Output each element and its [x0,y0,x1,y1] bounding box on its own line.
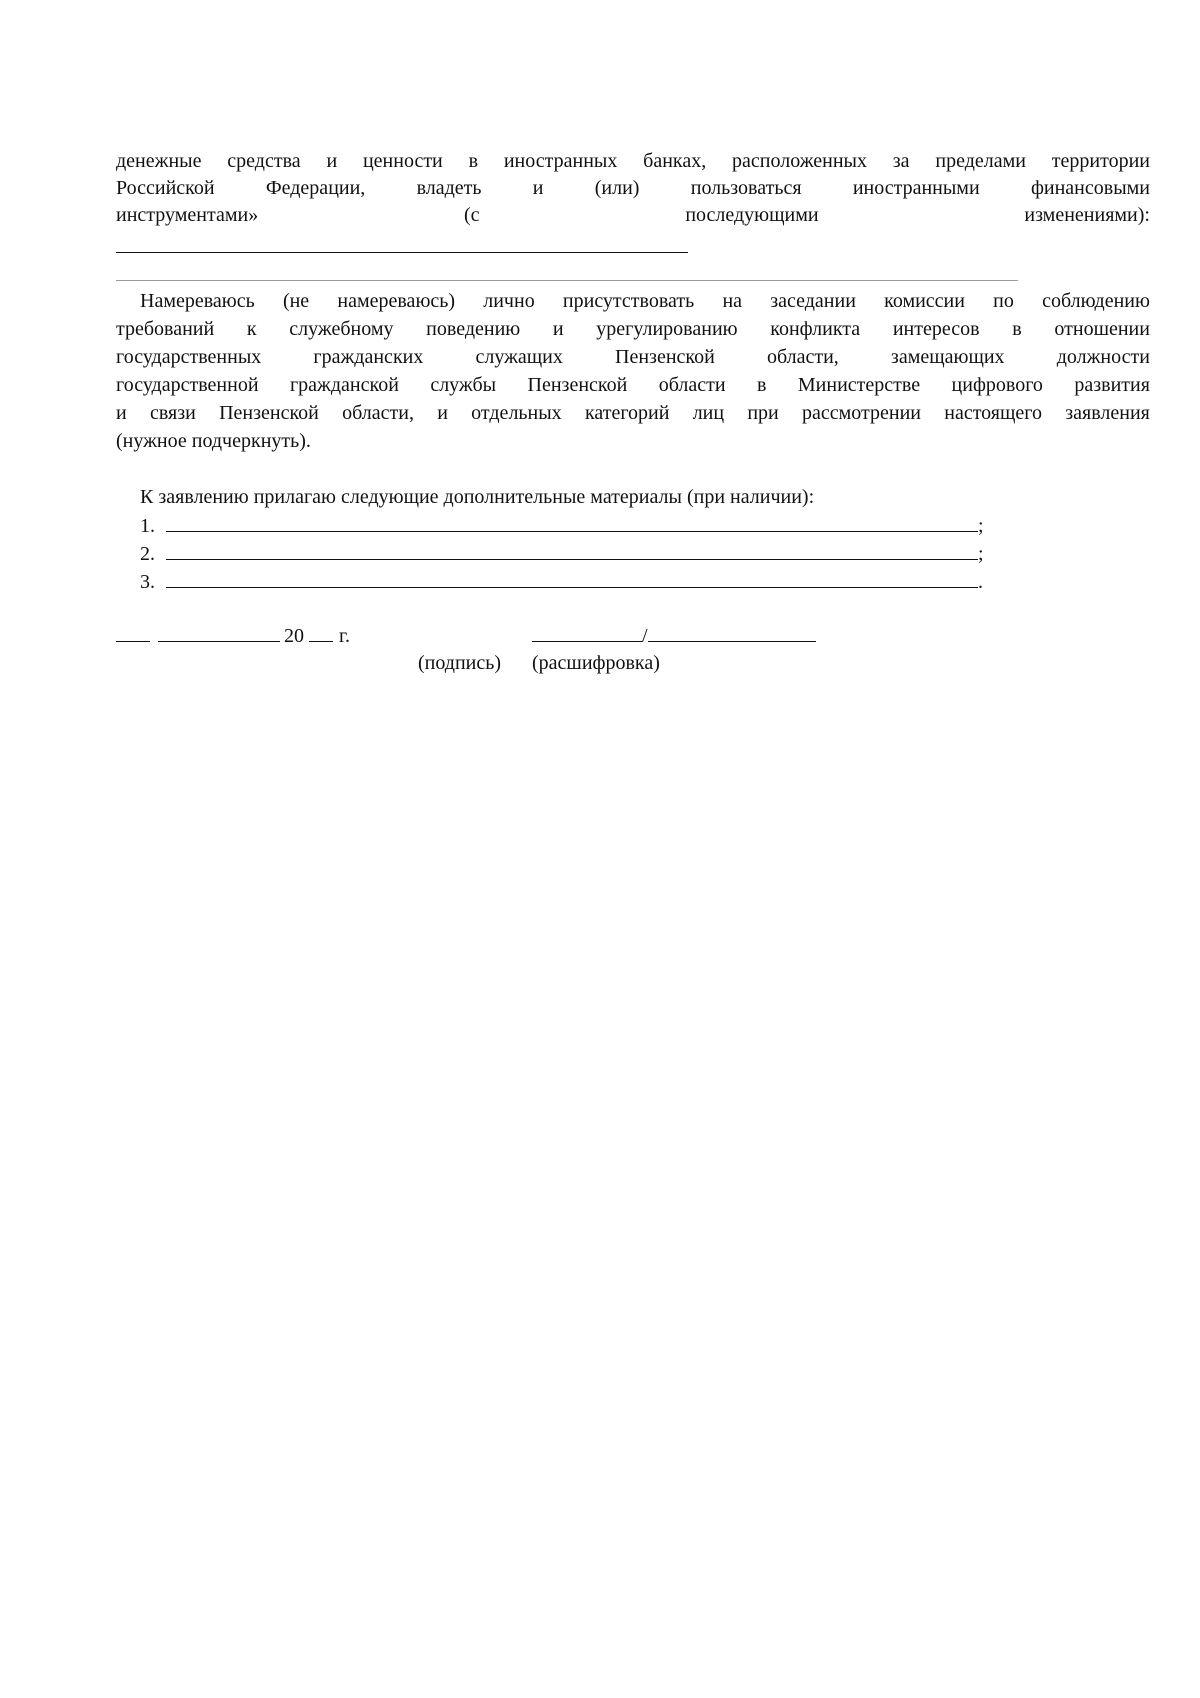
word: Намереваюсь [140,290,255,312]
word: при [747,402,779,424]
word: и [532,177,544,199]
month-blank [158,621,280,642]
word: расположенных [732,150,867,172]
word: и [116,402,127,424]
paragraph2-line5 [116,400,1150,427]
paragraph2-line2 [116,316,1150,343]
word: к [246,318,257,340]
word: служебному [289,318,394,340]
attachment-number: 2. [140,543,155,565]
word: пользоваться [690,177,802,199]
word: и [326,150,338,172]
word: банках, [643,150,707,172]
word: Федерации, [265,177,366,199]
day-blank [116,621,150,642]
attachment-item-2 [140,539,984,568]
word: в [757,374,767,396]
word: Российской [116,177,215,199]
word: конфликта [770,318,861,340]
word: комиссии [884,290,965,312]
word: присутствовать [562,290,695,312]
attachment-end: . [978,571,983,593]
attachment-item-1 [140,511,984,540]
attachments-intro: К заявлению прилагаю следующие дополнительные материалы (при наличии): [140,486,815,508]
word: области, [766,346,839,368]
signature-row [116,621,350,650]
year-suffix: г. [339,625,350,647]
word: в [1012,318,1022,340]
paragraph1-line1 [116,148,1150,175]
word: настоящего [944,402,1042,424]
paragraph2-line3 [116,344,1150,371]
word: государственных [116,346,262,368]
word: иностранных [503,150,618,172]
word: пределами [935,150,1026,172]
decode-caption: (расшифровка) [532,652,660,674]
attachment-number: 3. [140,571,155,593]
word: области [658,374,726,396]
attachment-blank [166,511,978,532]
word: финансовыми [1030,177,1150,199]
paragraph2-line4 [116,372,1150,399]
word: средства [227,150,301,172]
word: иностранными [852,177,980,199]
attachment-blank [166,567,978,588]
word: урегулированию [596,318,738,340]
word: заявления [1065,402,1150,424]
word: отношении [1054,318,1150,340]
decode-blank [648,621,816,642]
word: последующими [685,204,819,226]
year-prefix: 20 [284,625,304,647]
word: и [552,318,564,340]
paragraph1-line2 [116,175,1150,202]
divider-line [116,280,1018,281]
word: замещающих [890,346,1005,368]
word: (с [463,204,480,226]
word: требований [116,318,215,340]
word: рассмотрении [802,402,921,424]
word: Министерстве [797,374,921,396]
word: связи [149,402,196,424]
fill-in-line [116,252,688,253]
word: инструментами» [116,204,259,226]
word: служащих [475,346,563,368]
word: лиц [692,402,725,424]
paragraph2-line1 [140,288,1150,315]
signature-slash: / [642,625,648,647]
word: соблюдению [1042,290,1150,312]
word: на [722,290,743,312]
word: (или) [594,177,640,199]
attachment-item-3 [140,567,983,596]
word: службы [430,374,497,396]
word: цифрового [951,374,1043,396]
word: территории [1051,150,1150,172]
word: владеть [416,177,482,199]
attachment-number: 1. [140,515,155,537]
attachment-end: ; [978,543,984,565]
word: (не [282,290,310,312]
word: категорий [584,402,670,424]
word: гражданских [313,346,424,368]
word: должности [1056,346,1150,368]
word: отдельных [471,402,562,424]
signature-fields [532,621,816,650]
word: области, [342,402,414,424]
word: Пензенской [527,374,628,396]
word: гражданской [289,374,399,396]
word: изменениями): [1024,204,1150,226]
word: за [892,150,910,172]
paragraph1-line3 [116,202,1150,229]
attachment-blank [166,539,978,560]
signature-blank [532,621,642,642]
word: Пензенской [615,346,715,368]
word: ценности [362,150,443,172]
paragraph2-line6: (нужное подчеркнуть). [116,430,311,452]
word: денежные [116,150,202,172]
word: поведению [426,318,521,340]
word: и [437,402,448,424]
word: лично [483,290,535,312]
word: государственной [116,374,259,396]
word: развития [1074,374,1150,396]
word: заседании [770,290,856,312]
year-blank [309,621,333,642]
word: намереваюсь) [337,290,456,312]
word: интересов [892,318,980,340]
word: Пензенской [219,402,319,424]
signature-caption: (подпись) [418,652,502,674]
word: по [993,290,1014,312]
word: в [468,150,479,172]
attachment-end: ; [978,515,984,537]
